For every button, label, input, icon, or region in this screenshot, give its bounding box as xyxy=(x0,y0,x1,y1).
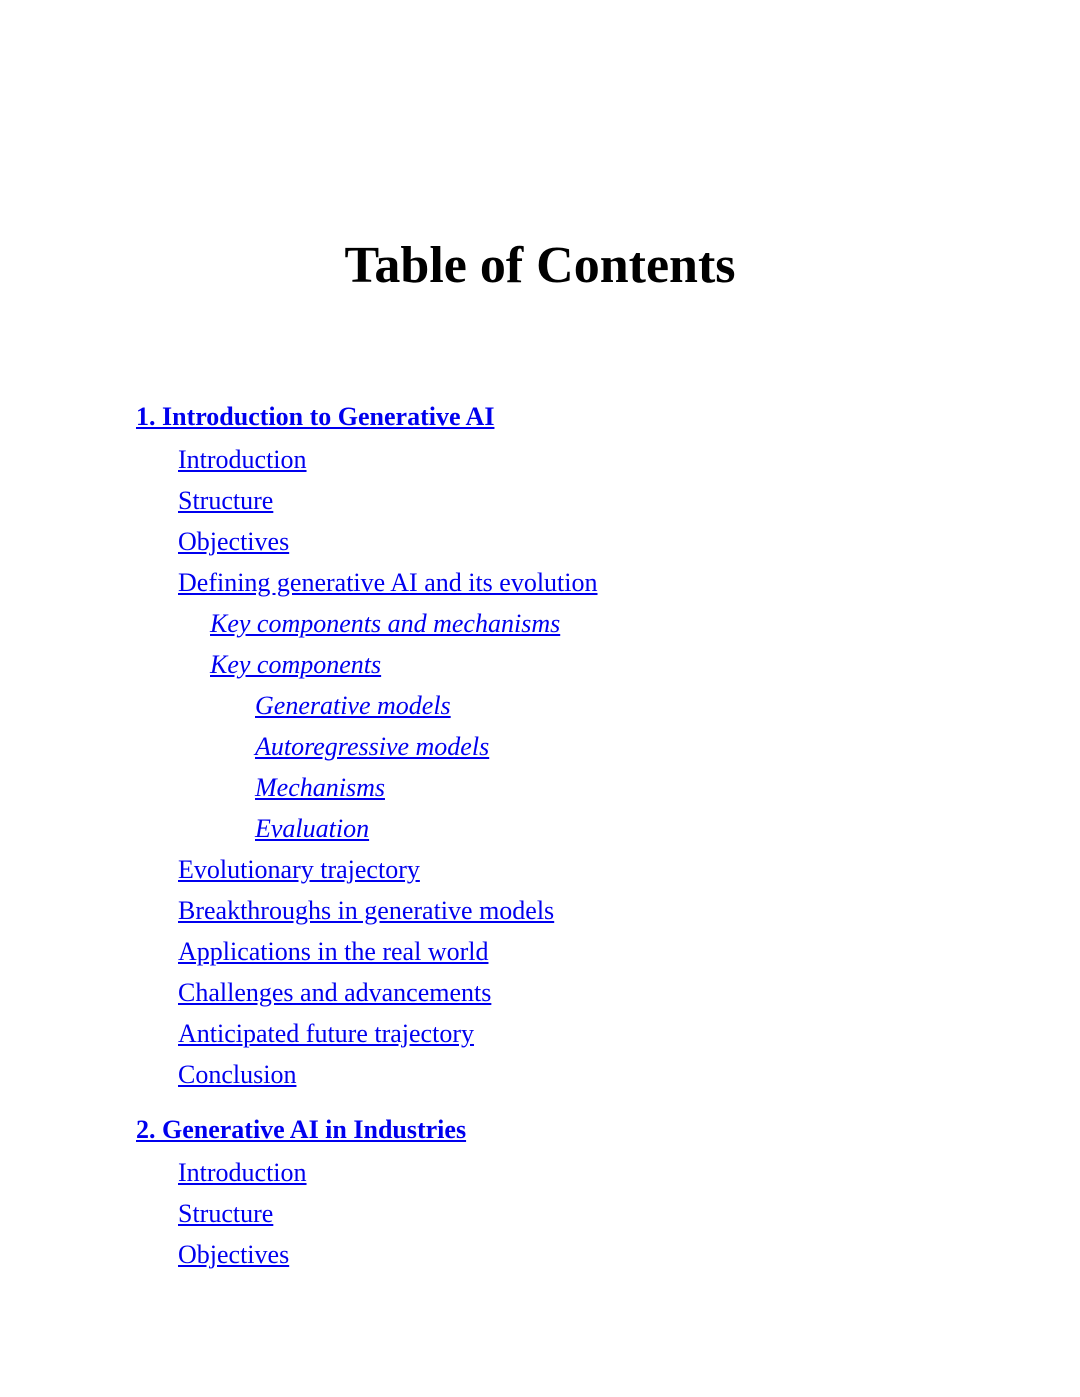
toc-link-generative-models[interactable]: Generative models xyxy=(255,691,451,720)
toc-link-key-components-and-mechanisms[interactable]: Key components and mechanisms xyxy=(210,609,561,638)
toc-link-objectives[interactable]: Objectives xyxy=(178,1240,290,1269)
toc-link-autoregressive-models[interactable]: Autoregressive models xyxy=(255,732,490,761)
toc-link-objectives[interactable]: Objectives xyxy=(178,527,290,556)
toc-link-defining-generative-ai[interactable]: Defining generative AI and its evolution xyxy=(178,568,598,597)
toc-link-introduction[interactable]: Introduction xyxy=(178,445,307,474)
toc-chapter-1-link[interactable]: 1. Introduction to Generative AI xyxy=(136,402,495,431)
toc-link-breakthroughs[interactable]: Breakthroughs in generative models xyxy=(178,896,555,925)
toc-link-applications[interactable]: Applications in the real world xyxy=(178,937,489,966)
toc-chapter-2-sections xyxy=(0,1152,1080,1275)
toc-chapter-2-link[interactable]: 2. Generative AI in Industries xyxy=(136,1115,467,1144)
toc-link-anticipated-future[interactable]: Anticipated future trajectory xyxy=(178,1019,474,1048)
toc-link-mechanisms[interactable]: Mechanisms xyxy=(255,773,385,802)
toc-link-key-components[interactable]: Key components xyxy=(210,650,382,679)
toc-link-structure[interactable]: Structure xyxy=(178,486,274,515)
toc-link-challenges[interactable]: Challenges and advancements xyxy=(178,978,492,1007)
toc-link-evaluation[interactable]: Evaluation xyxy=(255,814,370,843)
toc-link-evolutionary-trajectory[interactable]: Evolutionary trajectory xyxy=(178,855,420,884)
toc-chapter-1-sections xyxy=(0,439,1080,1095)
toc-link-introduction[interactable]: Introduction xyxy=(178,1158,307,1187)
toc-link-conclusion[interactable]: Conclusion xyxy=(178,1060,297,1089)
table-of-contents xyxy=(0,398,1080,1291)
toc-link-structure[interactable]: Structure xyxy=(178,1199,274,1228)
page-title: Table of Contents xyxy=(344,237,736,294)
